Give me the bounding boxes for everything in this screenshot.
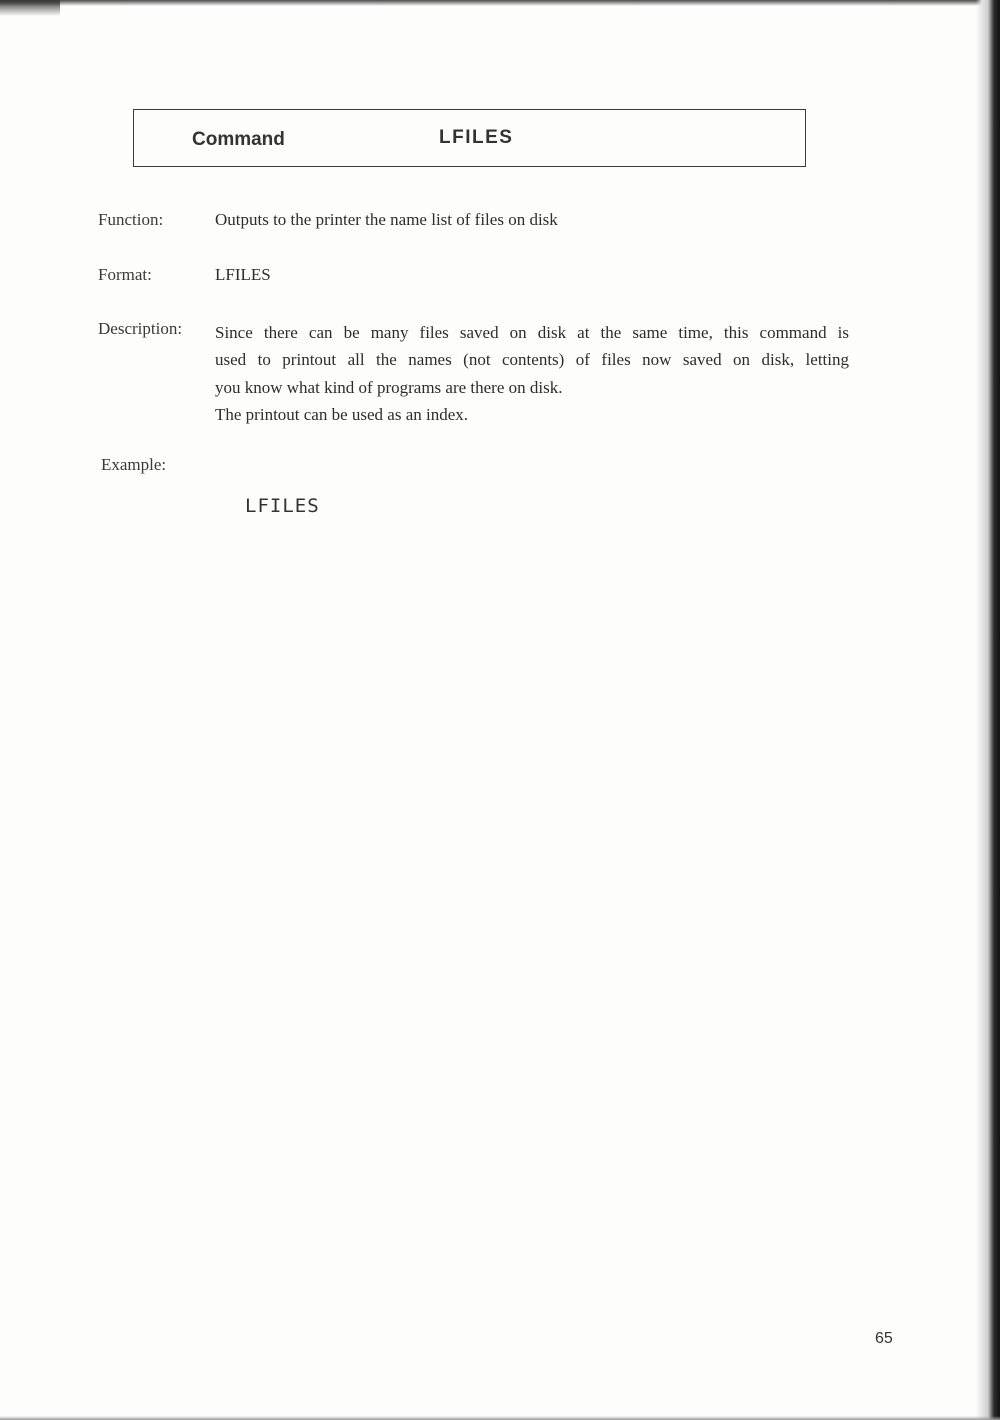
description-line: Since there can be many files saved on disk at the same time, this command is [215,323,849,342]
format-label: Format: [98,265,152,284]
description-body [215,319,849,428]
example-label: Example: [101,455,167,474]
function-text: Outputs to the printer the name list of files on disk [215,210,558,229]
command-label: Command [192,129,285,150]
scan-edge-corner [0,0,60,16]
description-label: Description: [98,319,183,338]
scan-edge-right [976,0,1000,1420]
command-name: LFILES [439,127,514,148]
command-header-box [133,109,806,167]
description-line: you know what kind of programs are there on disk. [215,377,563,397]
example-code: LFILES [245,495,320,517]
scan-edge-bottom [0,1416,1000,1420]
format-text: LFILES [215,265,271,284]
description-line: used to printout all the names (not contents) of files now saved on disk, letting [215,350,849,370]
function-label: Function: [98,210,164,229]
description-line: The printout can be used as an index. [215,404,469,424]
scan-edge-top [0,0,1000,6]
page-number: 65 [875,1330,893,1347]
